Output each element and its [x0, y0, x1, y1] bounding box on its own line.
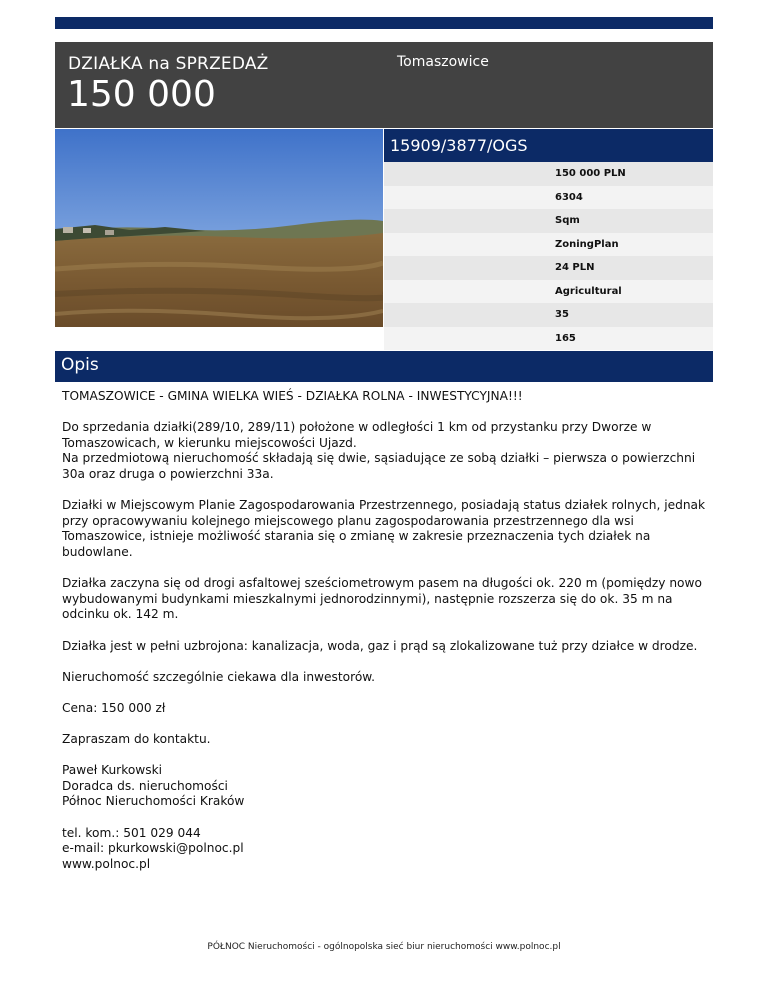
- description-body: [62, 389, 708, 888]
- description-title: Opis: [61, 355, 99, 375]
- description-paragraph: Działka zaczyna się od drogi asfaltowej sześciometrowym pasem na długości ok. 220 m (pomiędzy nowo wybudowanymi budynkami mieszkalnymi jednorodzinnymi), następnie rozszerza się do ok. 35 m na odcinku ok. 142 m.: [62, 576, 702, 622]
- description-paragraph: Działki w Miejscowym Planie Zagospodarowania Przestrzennego, posiadają status działek rolnych, jednak przy opracowywaniu kolejnego miejscowego planu zagospodarowania przestrzennego dla wsi Tomaszowice, istnieje możliwość starania się o zmianę w zakresie przeznaczenia tych działek na budowlane.: [62, 498, 706, 559]
- listing-price: 150 000: [67, 74, 216, 115]
- top-accent-bar: [55, 17, 713, 29]
- description-paragraph: Cena: 150 000 zł: [62, 700, 166, 715]
- property-photo: [55, 129, 383, 327]
- detail-row: Sqm: [384, 209, 713, 233]
- description-paragraph: Nieruchomość szczególnie ciekawa dla inwestorów.: [62, 669, 376, 684]
- description-paragraph: Działka jest w pełni uzbrojona: kanalizacja, woda, gaz i prąd są zlokalizowane tuż przy działce w drodze.: [62, 638, 698, 653]
- reference-number: 15909/3877/OGS: [384, 129, 713, 162]
- listing-type: DZIAŁKA na SPRZEDAŻ: [68, 54, 269, 74]
- details-panel: [384, 129, 713, 350]
- description-paragraph: Do sprzedania działki(289/10, 289/11) położone w odległości 1 km od przystanku przy Dworze w Tomaszowicach, w kierunku miejscowości Ujazd. Na przedmiotową nieruchomość składają się dwie, sąsiadujące ze sobą działki – pierwsza o powierzchni 30a oraz druga o powierzchni 33a.: [62, 420, 696, 481]
- detail-row: 35: [384, 303, 713, 327]
- agent-contact: tel. kom.: 501 029 044 e-mail: pkurkowski@polnoc.pl www.polnoc.pl: [62, 825, 244, 871]
- page-footer: PÓŁNOC Nieruchomości - ogólnopolska sieć biur nieruchomości www.polnoc.pl: [207, 942, 561, 952]
- agent-signature: Paweł Kurkowski Doradca ds. nieruchomości Północ Nieruchomości Kraków: [62, 763, 245, 809]
- listing-header: [55, 42, 713, 128]
- description-header: [55, 351, 713, 382]
- detail-row: ZoningPlan: [384, 233, 713, 257]
- listing-location: Tomaszowice: [397, 54, 489, 70]
- detail-row: 24 PLN: [384, 256, 713, 280]
- detail-row: Agricultural: [384, 280, 713, 304]
- detail-row: 150 000 PLN: [384, 162, 713, 186]
- description-paragraph: Zapraszam do kontaktu.: [62, 732, 211, 747]
- detail-row: 6304: [384, 186, 713, 210]
- description-paragraph: TOMASZOWICE - GMINA WIELKA WIEŚ - DZIAŁKA ROLNA - INWESTYCYJNA!!!: [62, 389, 523, 403]
- detail-row: 165: [384, 327, 713, 351]
